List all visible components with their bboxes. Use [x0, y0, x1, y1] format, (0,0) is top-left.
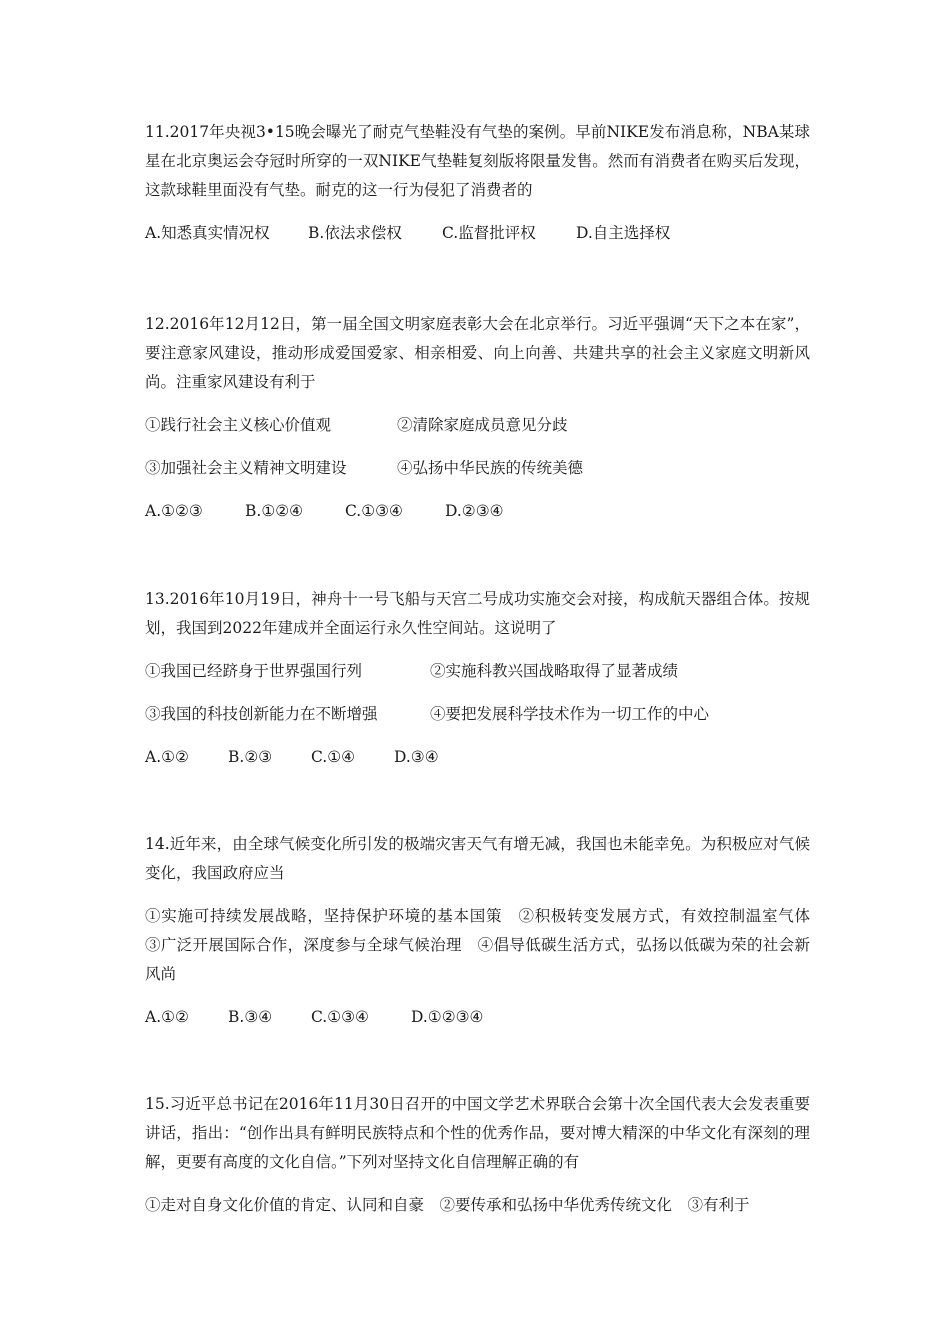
- statement-row: [145, 700, 810, 729]
- question-stem: 11.2017年央视3•15晚会曝光了耐克气垫鞋没有气垫的案例。早前NIKE发布消息称，NBA某球星在北京奥运会夺冠时所穿的一双NIKE气垫鞋复刻版将限量发售。然而有消费者在购买后发现，这款球鞋里面没有气垫。耐克的这一行为侵犯了消费者的: [145, 123, 810, 199]
- question-stem: 12.2016年12月12日，第一届全国文明家庭表彰大会在北京举行。习近平强调“天下之本在家”，要注意家风建设，推动形成爱国爱家、相亲相爱、向上向善、共建共享的社会主义家庭文明新风尚。注重家风建设有利于: [145, 315, 810, 391]
- question-11: [145, 118, 810, 248]
- option-c: C.①③④: [345, 502, 403, 520]
- statement-4: ④弘扬中华民族的传统美德: [397, 459, 584, 477]
- statement-1: ①践行社会主义核心价值观: [145, 416, 332, 434]
- option-b: B.①②④: [245, 502, 304, 520]
- option-d: D.②③④: [445, 502, 504, 520]
- question-13: [145, 585, 810, 772]
- answer-options: [145, 1003, 810, 1032]
- statement-row: [145, 454, 810, 483]
- statement-2: ②清除家庭成员意见分歧: [397, 416, 568, 434]
- option-b: B.②③: [228, 748, 273, 766]
- statements-paragraph: ①走对自身文化价值的肯定、认同和自豪 ②要传承和弘扬中华优秀传统文化 ③有利于: [145, 1196, 750, 1214]
- statements-paragraph: ①实施可持续发展战略，坚持保护环境的基本国策 ②积极转变发展方式，有效控制温室气体 ③广泛开展国际合作，深度参与全球气候治理 ④倡导低碳生活方式，弘扬以低碳为荣的社会新风尚: [145, 907, 826, 983]
- statement-3: ③我国的科技创新能力在不断增强: [145, 705, 378, 723]
- option-a: A.知悉真实情况权: [145, 224, 270, 242]
- option-a: A.①②③: [145, 502, 203, 520]
- question-15: [145, 1090, 810, 1220]
- option-b: B.③④: [228, 1008, 273, 1026]
- option-d: D.③④: [394, 748, 439, 766]
- option-a: A.①②: [145, 748, 189, 766]
- statement-4: ④要把发展科学技术作为一切工作的中心: [430, 705, 710, 723]
- option-c: C.①④: [311, 748, 356, 766]
- question-stem: 13.2016年10月19日，神舟十一号飞船与天宫二号成功实施交会对接，构成航天器组合体。按规划，我国到2022年建成并全面运行永久性空间站。这说明了: [145, 590, 810, 637]
- answer-options: [145, 219, 810, 248]
- option-d: D.自主选择权: [576, 224, 671, 242]
- statement-2: ②实施科教兴国战略取得了显著成绩: [430, 662, 679, 680]
- statement-row: [145, 411, 810, 440]
- question-12: [145, 310, 810, 526]
- question-14: [145, 830, 826, 1032]
- statement-3: ③加强社会主义精神文明建设: [145, 459, 347, 477]
- question-stem: 14.近年来，由全球气候变化所引发的极端灾害天气有增无减，我国也未能幸免。为积极应对气候变化，我国政府应当: [145, 835, 810, 882]
- option-c: C.①③④: [311, 1008, 369, 1026]
- answer-options: [145, 497, 810, 526]
- option-d: D.①②③④: [411, 1008, 484, 1026]
- option-a: A.①②: [145, 1008, 189, 1026]
- option-c: C.监督批评权: [442, 224, 536, 242]
- statement-1: ①我国已经跻身于世界强国行列: [145, 662, 363, 680]
- answer-options: [145, 743, 810, 772]
- question-stem: 15.习近平总书记在2016年11月30日召开的中国文学艺术界联合会第十次全国代表大会发表重要讲话，指出：“创作出具有鲜明民族特点和个性的优秀作品，要对博大精深的中华文化有深刻的理解，更要有高度的文化自信。”下列对坚持文化自信理解正确的有: [145, 1095, 810, 1171]
- option-b: B.依法求偿权: [308, 224, 402, 242]
- statement-row: [145, 657, 810, 686]
